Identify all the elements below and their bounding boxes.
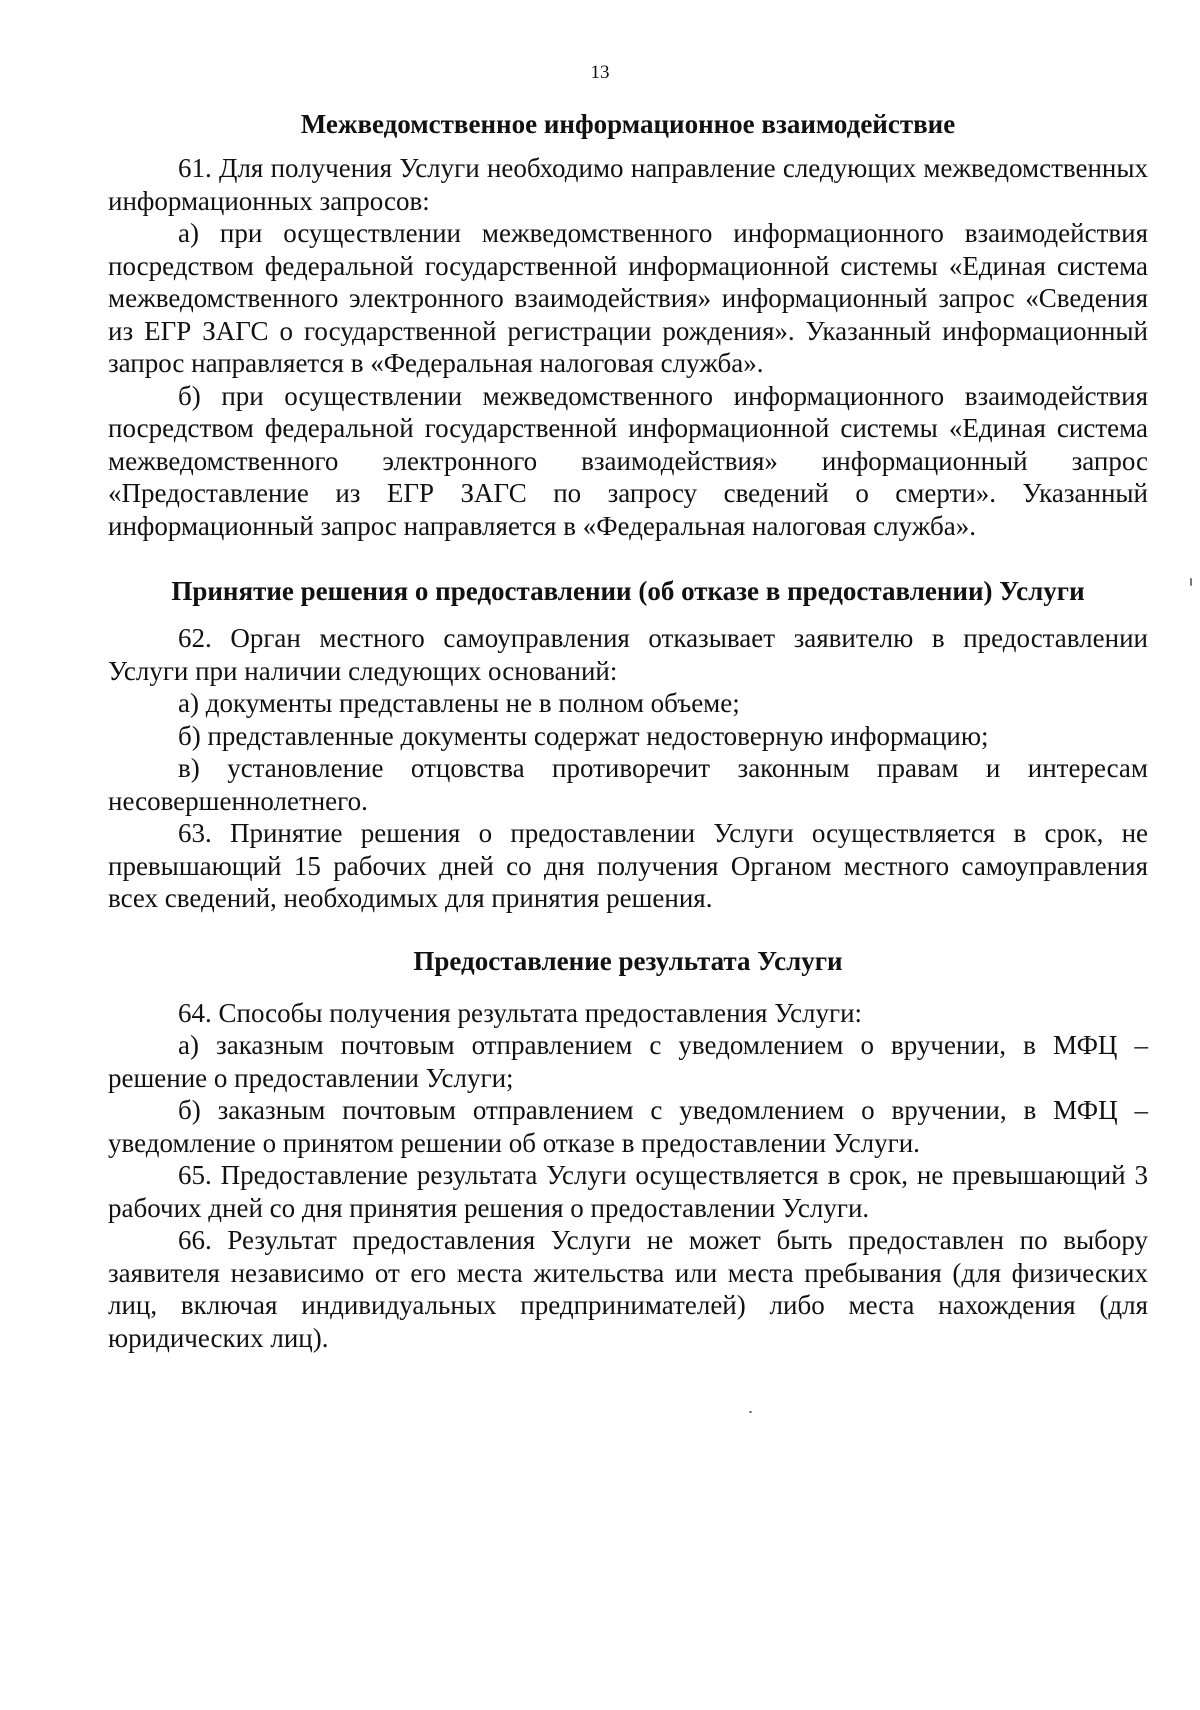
paragraph-64-b: б) заказным почтовым отправлением с уведомлением о вручении, в МФЦ – уведомление о принятом решении об отказе в предоставлении Услуги.	[108, 1095, 1148, 1158]
paragraph-61-a: а) при осуществлении межведомственного информационного взаимодействия посредством федеральной государственной информационной системы «Единая система межведомственного электронного взаимодействия» информационный запрос «Сведения из ЕГР ЗАГС о государственной регистрации рождения». Указанный информационный запрос направляется в «Федеральная налоговая служба».	[108, 218, 1148, 378]
section-heading-result: Предоставление результата Услуги	[413, 945, 843, 976]
paragraph-63: 63. Принятие решения о предоставлении Услуги осуществляется в срок, не превышающий 15 рабочих дней со дня получения Органом местного самоуправления всех сведений, необходимых для принятия решения.	[108, 818, 1148, 913]
scan-artifact-right	[1190, 578, 1192, 586]
paragraph-64-a: а) заказным почтовым отправлением с уведомлением о вручении, в МФЦ – решение о предоставлении Услуги;	[108, 1030, 1148, 1093]
paragraph-64: 64. Способы получения результата предоставления Услуги:	[178, 997, 863, 1028]
page-number: 13	[590, 62, 610, 83]
paragraph-61-b: б) при осуществлении межведомственного информационного взаимодействия посредством федеральной государственной информационной системы «Единая система межведомственного электронного взаимодействия» информационный запрос «Предоставление из ЕГР ЗАГС по запросу сведений о смерти». Указанный информационный запрос направляется в «Федеральная налоговая служба».	[108, 380, 1148, 541]
paragraph-62: 62. Орган местного самоуправления отказывает заявителю в предоставлении Услуги при наличии следующих оснований:	[108, 623, 1148, 686]
section-heading-decision: Принятие решения о предоставлении (об отказе в предоставлении) Услуги	[171, 576, 1085, 606]
paragraph-62-a: а) документы представлены не в полном объеме;	[178, 688, 740, 718]
scan-artifact-dot	[749, 1411, 752, 1413]
paragraph-65: 65. Предоставление результата Услуги осуществляется в срок, не превышающий 3 рабочих дней со дня принятия решения о предоставлении Услуги.	[108, 1160, 1148, 1223]
section-heading-interdepartmental: Межведомственное информационное взаимодействие	[300, 109, 956, 139]
document-body	[108, 108, 1148, 1354]
paragraph-62-c: в) установление отцовства противоречит законным правам и интересам несовершеннолетнего.	[108, 753, 1148, 816]
paragraph-66: 66. Результат предоставления Услуги не может быть предоставлен по выбору заявителя независимо от его места жительства или места пребывания (для физических лиц, включая индивидуальных предпринимателей) либо места нахождения (для юридических лиц).	[108, 1225, 1148, 1353]
paragraph-61: 61. Для получения Услуги необходимо направление следующих межведомственных информационных запросов:	[108, 153, 1148, 216]
paragraph-62-b: б) представленные документы содержат недостоверную информацию;	[178, 720, 989, 751]
